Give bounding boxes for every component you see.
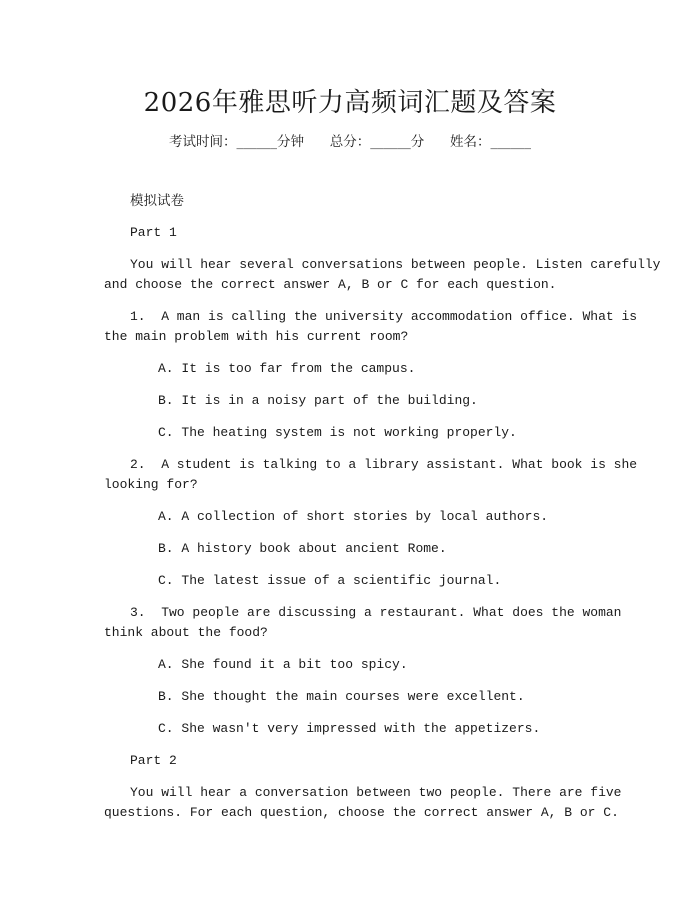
- part1-intro-line2: and choose the correct answer A, B or C for each question.: [104, 277, 557, 292]
- question-3-option-a: A. She found it a bit too spicy.: [158, 657, 408, 672]
- question-2-option-b: B. A history book about ancient Rome.: [158, 541, 447, 556]
- question-2-line1: 2. A student is talking to a library assistant. What book is she: [130, 457, 638, 472]
- exam-info-line: 考试时间：______分钟 总分：______分 姓名：______: [169, 134, 531, 150]
- question-1-line2: the main problem with his current room?: [104, 329, 409, 344]
- part2-intro-line1: You will hear a conversation between two people. There are five: [130, 785, 622, 800]
- question-3-option-c: C. She wasn't very impressed with the appetizers.: [158, 721, 541, 736]
- question-1-line1: 1. A man is calling the university accommodation office. What is: [130, 309, 638, 324]
- question-1-option-c: C. The heating system is not working properly.: [158, 425, 517, 440]
- question-3-line1: 3. Two people are discussing a restaurant. What does the woman: [130, 605, 622, 620]
- section-heading: 模拟试卷: [130, 193, 184, 209]
- part1-heading: Part 1: [130, 225, 177, 240]
- question-1-option-a: A. It is too far from the campus.: [158, 361, 416, 376]
- document-title: 2026年雅思听力高频词汇题及答案: [143, 88, 557, 118]
- question-3-line2: think about the food?: [104, 625, 268, 640]
- part1-intro-line1: You will hear several conversations between people. Listen carefully: [130, 257, 661, 272]
- part2-intro-line2: questions. For each question, choose the correct answer A, B or C.: [104, 805, 619, 820]
- question-2-option-a: A. A collection of short stories by local authors.: [158, 509, 549, 524]
- question-1-option-b: B. It is in a noisy part of the building.: [158, 393, 478, 408]
- question-2-line2: looking for?: [104, 477, 198, 492]
- part2-heading: Part 2: [130, 753, 177, 768]
- question-2-option-c: C. The latest issue of a scientific journal.: [158, 573, 502, 588]
- question-3-option-b: B. She thought the main courses were excellent.: [158, 689, 525, 704]
